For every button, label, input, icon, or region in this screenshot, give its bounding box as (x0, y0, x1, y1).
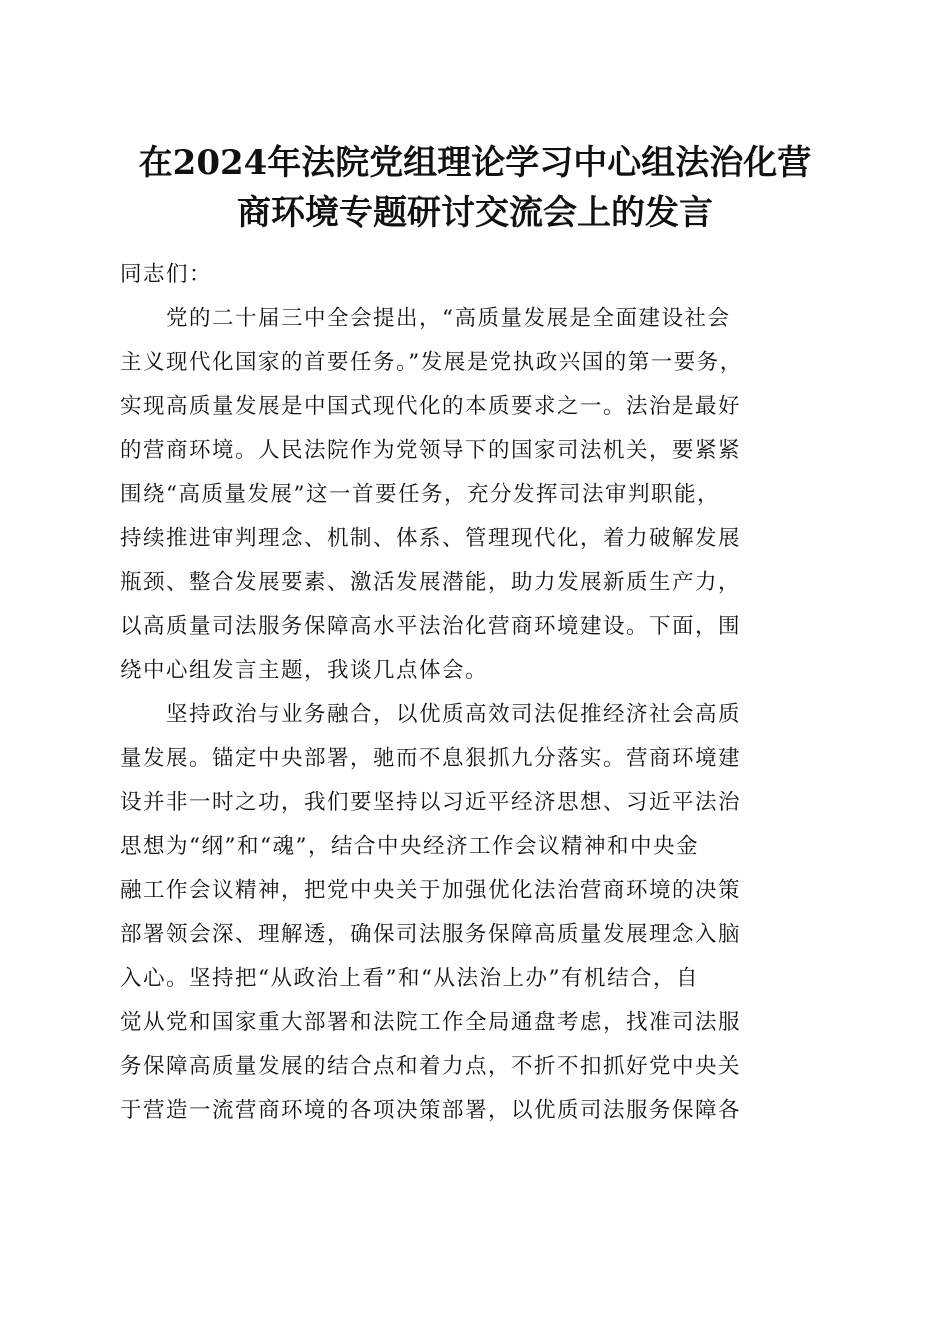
text-line: 融工作会议精神，把党中央关于加强优化法治营商环境的决策 (120, 878, 742, 903)
paragraph-2 (120, 693, 832, 1133)
text-line: 主义现代化国家的首要任务。”发展是党执政兴国的第一要务， (120, 350, 743, 375)
salutation: 同志们： (120, 262, 213, 287)
text-line: 绕中心组发言主题，我谈几点体会。 (120, 658, 489, 683)
text-line: 思想为“纲”和“魂”，结合中央经济工作会议精神和中央金 (120, 834, 699, 859)
document-title (100, 138, 850, 238)
text-line: 量发展。锚定中央部署，驰而不息狠抓九分落实。营商环境建 (120, 746, 742, 771)
paragraph-1 (120, 297, 832, 693)
title-line: 在2024年法院党组理论学习中心组法治化营 (138, 143, 812, 183)
text-line: 瓶颈、整合发展要素、激活发展潜能，助力发展新质生产力， (120, 570, 742, 595)
text-line: 觉从党和国家重大部署和法院工作全局通盘考虑，找准司法服 (120, 1010, 742, 1035)
text-line: 持续推进审判理念、机制、体系、管理现代化，着力破解发展 (120, 526, 742, 551)
title-line: 商环境专题研讨交流会上的发言 (237, 193, 713, 233)
text-line: 党的二十届三中全会提出，“高质量发展是全面建设社会 (120, 306, 731, 331)
text-line: 入心。坚持把“从政治上看”和“从法治上办”有机结合，自 (120, 966, 699, 991)
text-line: 部署领会深、理解透，确保司法服务保障高质量发展理念入脑 (120, 922, 742, 947)
text-line: 的营商环境。人民法院作为党领导下的国家司法机关，要紧紧 (120, 438, 742, 463)
text-line: 设并非一时之功，我们要坚持以习近平经济思想、习近平法治 (120, 790, 742, 815)
text-line: 实现高质量发展是中国式现代化的本质要求之一。法治是最好 (120, 394, 742, 419)
text-line: 围绕“高质量发展”这一首要任务，充分发挥司法审判职能， (120, 482, 720, 507)
text-line: 坚持政治与业务融合，以优质高效司法促推经济社会高质 (120, 702, 742, 727)
text-line: 于营造一流营商环境的各项决策部署，以优质司法服务保障各 (120, 1098, 742, 1123)
text-line: 以高质量司法服务保障高水平法治化营商环境建设。下面，围 (120, 614, 742, 639)
document-body (120, 253, 832, 1133)
text-line: 务保障高质量发展的结合点和着力点，不折不扣抓好党中央关 (120, 1054, 742, 1079)
